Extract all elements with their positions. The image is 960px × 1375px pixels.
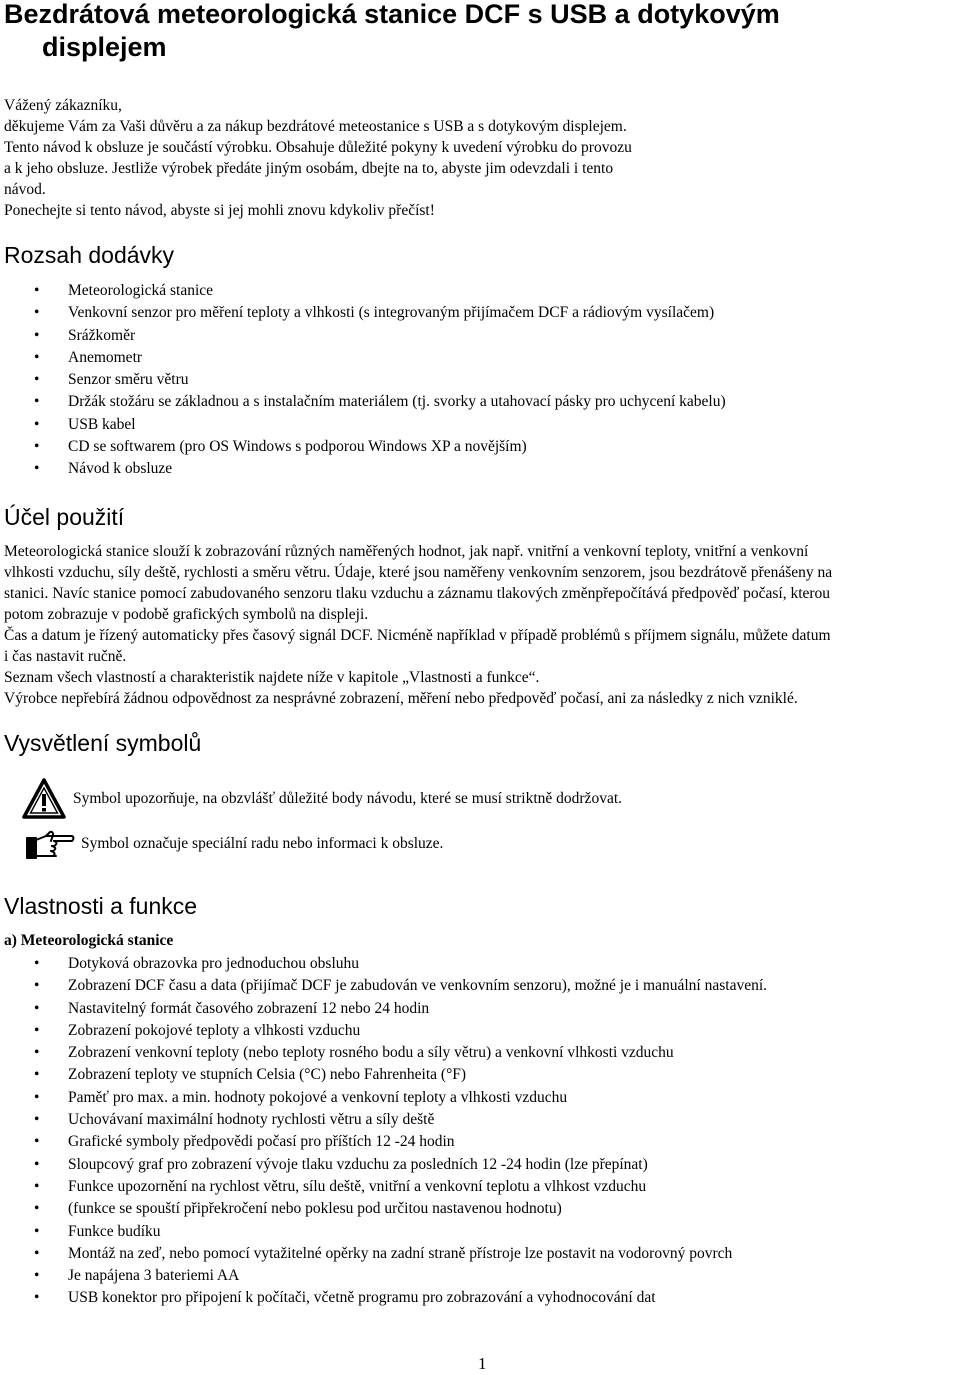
list-item: • Uchovávaní maximální hodnoty rychlosti větru a síly deště — [0, 1109, 767, 1131]
list-item: • Držák stožáru se základnou a s instalačním materiálem (tj. svorky a utahovací pásky pro uchycení kabelu) — [0, 391, 726, 413]
list-item: • Je napájena 3 bateriemi AA — [0, 1265, 767, 1287]
warning-symbol-text: Symbol upozorňuje, na obzvlášť důležité body návodu, které se musí striktně dodržovat. — [73, 790, 623, 807]
list-item: • Anemometr — [0, 347, 726, 369]
list-item: • Návod k obsluze — [0, 458, 726, 480]
list-item: • Funkce upozornění na rychlost větru, sílu deště, vnitřní a venkovní teplotu a vlhkost vzduchu — [0, 1176, 767, 1198]
intro-line: Ponechejte si tento návod, abyste si jej mohli znovu kdykoliv přečíst! — [4, 202, 435, 219]
list-item: • Paměť pro max. a min. hodnoty pokojové a venkovní teploty a vlhkosti vzduchu — [0, 1087, 767, 1109]
list-item: • Montáž na zeď, nebo pomocí vytažitelné opěrky na zadní straně přístroje lze postavit na vodorovný povrch — [0, 1243, 767, 1265]
list-item: • CD se softwarem (pro OS Windows s podporou Windows XP a novějším) — [0, 436, 726, 458]
purpose-line: Čas a datum je řízený automaticky přes časový signál DCF. Nicméně například v případě problémů s příjmem signálu, můžete datum — [4, 627, 831, 644]
list-item: • Dotyková obrazovka pro jednoduchou obsluhu — [0, 953, 767, 975]
intro-line: Vážený zákazníku, — [4, 97, 122, 114]
purpose-line: Seznam všech vlastností a charakteristik najdete níže v kapitole „Vlastnosti a funkce“. — [4, 669, 540, 686]
list-item: • Zobrazení teploty ve stupních Celsia (°C) nebo Fahrenheita (°F) — [0, 1064, 767, 1086]
intro-line: a k jeho obsluze. Jestliže výrobek předáte jiným osobám, dbejte na to, abyste jim odevzdali i tento — [4, 160, 614, 177]
list-item: • Zobrazení pokojové teploty a vlhkosti vzduchu — [0, 1020, 767, 1042]
page-number: 1 — [478, 1354, 487, 1373]
purpose-paragraph — [4, 541, 954, 709]
purpose-line: Meteorologická stanice slouží k zobrazování různých naměřených hodnot, jak např. vnitřní a venkovní teploty, vnitřní a venkovní — [4, 543, 809, 560]
list-item: • Nastavitelný formát časového zobrazení 12 nebo 24 hodin — [0, 998, 767, 1020]
list-item: • Sloupcový graf pro zobrazení vývoje tlaku vzduchu za posledních 12 -24 hodin (lze přepínat) — [0, 1154, 767, 1176]
features-subheading: a) Meteorologická stanice — [4, 932, 174, 949]
warning-symbol-row — [22, 778, 622, 820]
list-item: • Zobrazení venkovní teploty (nebo teploty rosného bodu a síly větru) a venkovní vlhkosti vzduchu — [0, 1042, 767, 1064]
features-list — [0, 953, 767, 1310]
document-title — [4, 0, 904, 64]
purpose-line: vlhkosti vzduchu, síly deště, rychlosti a směru větru. Údaje, které jsou naměřeny venkovním senzorem, jsou bezdrátově přenášeny na — [4, 564, 833, 581]
list-item: • Grafické symboly předpovědi počasí pro příštích 12 -24 hodin — [0, 1131, 767, 1153]
purpose-line: potom zobrazuje v podobě grafických symbolů na displeji. — [4, 606, 369, 623]
purpose-line: i čas nastavit ručně. — [4, 648, 127, 665]
title-line-2: displejem — [42, 32, 167, 62]
list-item: • Funkce budíku — [0, 1221, 767, 1243]
warning-triangle-icon — [22, 778, 66, 820]
list-item: • Srážkoměr — [0, 325, 726, 347]
intro-paragraph — [4, 95, 954, 221]
pointing-hand-icon — [26, 825, 76, 863]
list-item: • USB konektor pro připojení k počítači, včetně programu pro zobrazování a vyhodnocování dat — [0, 1287, 767, 1309]
purpose-line: stanici. Navíc stanice pomocí zabudovaného senzoru tlaku vzduchu a záznamu tlakových změnpřepočítává předpověď počasí, kterou — [4, 585, 831, 602]
scope-heading: Rozsah dodávky — [4, 242, 175, 268]
purpose-line: Výrobce nepřebírá žádnou odpovědnost za nesprávné zobrazení, měření nebo předpověď počasí, ani za následky z nich vzniklé. — [4, 690, 798, 707]
list-item: • Zobrazení DCF času a data (přijímač DCF je zabudován ve venkovním senzoru), možné je i manuální nastavení. — [0, 975, 767, 997]
features-heading: Vlastnosti a funkce — [4, 893, 198, 919]
list-item: • Venkovní senzor pro měření teploty a vlhkosti (s integrovaným přijímačem DCF a rádiovým vysílačem) — [0, 302, 726, 324]
title-line-1: Bezdrátová meteorologická stanice DCF s USB a dotykovým — [4, 0, 780, 29]
scope-list — [0, 280, 726, 481]
hint-symbol-text: Symbol označuje speciální radu nebo informaci k obsluze. — [81, 835, 444, 852]
list-item: • Senzor směru větru — [0, 369, 726, 391]
intro-line: děkujeme Vám za Vaši důvěru a za nákup bezdrátové meteostanice s USB a s dotykovým displejem. — [4, 118, 627, 135]
list-item: • USB kabel — [0, 414, 726, 436]
list-item: • (funkce se spouští připřekročení nebo poklesu pod určitou nastavenou hodnotu) — [0, 1198, 767, 1220]
hint-symbol-row — [26, 825, 443, 863]
list-item: • Meteorologická stanice — [0, 280, 726, 302]
purpose-heading: Účel použití — [4, 504, 125, 530]
intro-line: Tento návod k obsluze je součástí výrobku. Obsahuje důležité pokyny k uvedení výrobku do provozu — [4, 139, 632, 156]
symbols-heading: Vysvětlení symbolů — [4, 730, 202, 756]
intro-line: návod. — [4, 181, 46, 198]
